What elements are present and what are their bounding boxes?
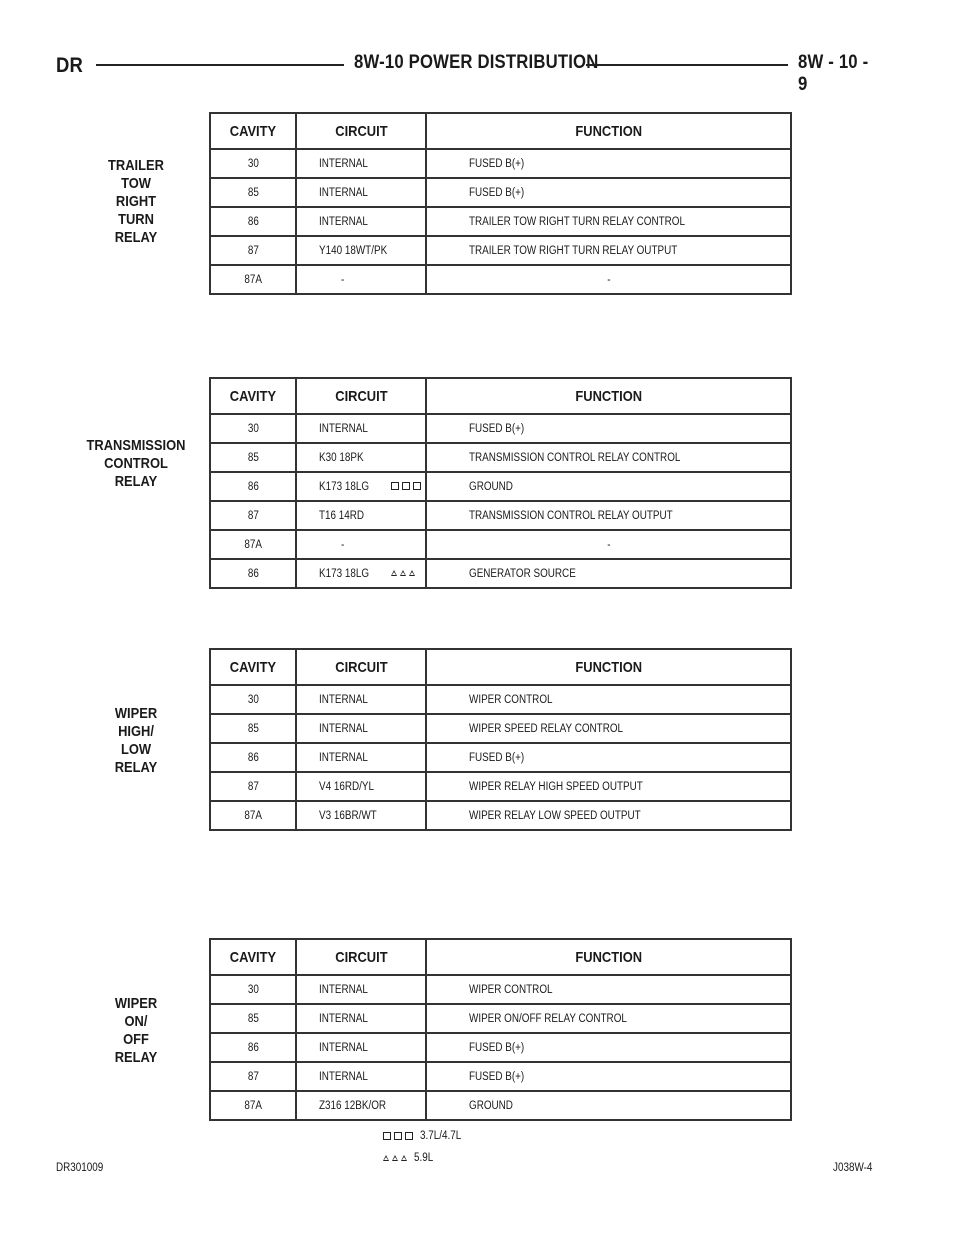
function-cell: FUSED B(+) <box>426 1062 791 1091</box>
function-cell: TRAILER TOW RIGHT TURN RELAY OUTPUT <box>426 236 791 265</box>
circuit-cell: INTERNAL <box>296 149 426 178</box>
circuit-cell: Z316 12BK/OR <box>296 1091 426 1120</box>
relay-name-line: TOW <box>121 175 151 192</box>
circuit-cell: K173 18LG <box>296 559 426 588</box>
function-cell: WIPER CONTROL <box>426 975 791 1004</box>
legend-label: 5.9L <box>414 1152 434 1165</box>
table-row <box>210 1033 791 1062</box>
function-cell: GROUND <box>469 1099 513 1112</box>
cavity-cell: 30 <box>210 149 296 178</box>
page-title: 8W-10 POWER DISTRIBUTION <box>354 52 599 73</box>
function-cell: WIPER RELAY LOW SPEED OUTPUT <box>469 809 641 822</box>
circuit-cell: - <box>296 530 426 559</box>
relay-name-line: ON/ <box>124 1013 148 1030</box>
function-cell: FUSED B(+) <box>426 178 791 207</box>
circuit-cell: INTERNAL <box>296 1033 426 1062</box>
relay-name-line: RELAY <box>114 759 158 776</box>
table-header-row <box>210 649 791 685</box>
cavity-cell: 87 <box>210 772 296 801</box>
table-row <box>210 149 791 178</box>
relay-name-line: OFF <box>123 1031 149 1048</box>
cavity-cell: 87 <box>210 501 296 530</box>
circuit-cell: INTERNAL <box>296 685 426 714</box>
circuit-cell: INTERNAL <box>296 714 426 743</box>
function-header: FUNCTION <box>426 939 791 975</box>
table-row <box>210 559 791 588</box>
cavity-cell: 85 <box>210 1004 296 1033</box>
table-row <box>210 1091 791 1120</box>
function-cell: FUSED B(+) <box>426 1033 791 1062</box>
cavity-cell: 86 <box>210 472 296 501</box>
relay-name-line: WIPER <box>114 705 158 722</box>
table-row <box>210 1062 791 1091</box>
relay-name-line: LOW <box>120 741 152 758</box>
cavity-cell: 87A <box>210 530 296 559</box>
circuit-cell: V3 16BR/WT <box>296 801 426 830</box>
relay-name-line: TURN <box>118 211 154 228</box>
relay-name-line: TRANSMISSION <box>86 437 186 454</box>
circuit-cell: Y140 18WT/PK <box>296 236 426 265</box>
cavity-cell: 85 <box>210 178 296 207</box>
cavity-cell: 86 <box>210 207 296 236</box>
cavity-cell: 86 <box>210 743 296 772</box>
cavity-header: CAVITY <box>210 939 296 975</box>
circuit-cell: V4 16RD/YL <box>296 772 426 801</box>
cavity-cell: 86 <box>210 559 296 588</box>
table-row <box>210 265 791 294</box>
relay-name-line: RELAY <box>114 473 158 490</box>
function-header: FUNCTION <box>426 649 791 685</box>
cavity-cell: 30 <box>210 685 296 714</box>
table-row <box>210 501 791 530</box>
legend-engine-5.9l <box>383 1152 436 1164</box>
cavity-cell: 86 <box>210 1033 296 1062</box>
circuit-header: CIRCUIT <box>296 649 426 685</box>
table-row <box>210 743 791 772</box>
relay-name-line: RELAY <box>114 229 158 246</box>
cavity-cell: 87 <box>210 1062 296 1091</box>
table-row <box>210 1004 791 1033</box>
circuit-cell: INTERNAL <box>296 1004 426 1033</box>
circuit-header: CIRCUIT <box>296 378 426 414</box>
table-row <box>210 975 791 1004</box>
circuit-cell: INTERNAL <box>296 1062 426 1091</box>
cavity-cell: 30 <box>210 414 296 443</box>
header-rule-left <box>96 64 344 66</box>
table-row <box>210 801 791 830</box>
pinout-table <box>209 112 792 295</box>
table-header-row <box>210 113 791 149</box>
function-cell: WIPER ON/OFF RELAY CONTROL <box>426 1004 791 1033</box>
function-cell: - <box>606 273 611 286</box>
table-row <box>210 685 791 714</box>
figure-id-right: J038W-4 <box>833 1162 873 1174</box>
pinout-table <box>209 648 792 831</box>
table-row <box>210 772 791 801</box>
function-cell: TRANSMISSION CONTROL RELAY CONTROL <box>426 443 791 472</box>
engine-5.9l-marker <box>391 567 418 579</box>
cavity-header: CAVITY <box>210 378 296 414</box>
function-cell: FUSED B(+) <box>426 743 791 772</box>
pinout-table <box>209 377 792 589</box>
relay-name-line: CONTROL <box>104 455 168 472</box>
page-header <box>56 52 878 95</box>
cavity-cell: 87 <box>210 236 296 265</box>
circuit-cell: - <box>296 265 426 294</box>
cavity-cell: 87A <box>210 1091 296 1120</box>
triangle-marker-icon <box>383 1152 410 1164</box>
function-cell: FUSED B(+) <box>426 149 791 178</box>
model-code: DR <box>56 54 84 77</box>
table-row <box>210 236 791 265</box>
table-row <box>210 714 791 743</box>
cavity-cell: 85 <box>210 714 296 743</box>
table-row <box>210 414 791 443</box>
circuit-cell: K173 18LG <box>296 472 426 501</box>
figure-id-left: DR301009 <box>56 1162 104 1174</box>
function-cell: WIPER CONTROL <box>426 685 791 714</box>
table-row <box>210 443 791 472</box>
function-cell: GENERATOR SOURCE <box>469 567 576 580</box>
header-rule-right <box>586 64 788 66</box>
circuit-header: CIRCUIT <box>296 939 426 975</box>
function-header: FUNCTION <box>426 378 791 414</box>
function-cell: FUSED B(+) <box>426 414 791 443</box>
function-cell: WIPER SPEED RELAY CONTROL <box>426 714 791 743</box>
relay-name <box>86 437 186 491</box>
circuit-cell: INTERNAL <box>296 743 426 772</box>
circuit-header: CIRCUIT <box>296 113 426 149</box>
cavity-cell: 87A <box>210 265 296 294</box>
legend-engine-3.7l-4.7l <box>383 1130 468 1142</box>
relay-name <box>102 995 171 1067</box>
cavity-cell: 30 <box>210 975 296 1004</box>
table-header-row <box>210 378 791 414</box>
square-marker-icon <box>383 1130 416 1142</box>
table-row <box>210 472 791 501</box>
function-cell: TRANSMISSION CONTROL RELAY OUTPUT <box>426 501 791 530</box>
relay-name-line: HIGH/ <box>118 723 154 740</box>
engine-3.7l-4.7l-marker <box>391 480 424 492</box>
circuit-cell: INTERNAL <box>296 207 426 236</box>
cavity-cell: 85 <box>210 443 296 472</box>
relay-name-line: WIPER <box>114 995 158 1012</box>
circuit-cell: INTERNAL <box>296 178 426 207</box>
pinout-table <box>209 938 792 1121</box>
function-cell: - <box>426 530 791 559</box>
circuit-cell: K30 18PK <box>296 443 426 472</box>
table-row <box>210 530 791 559</box>
relay-name-line: RELAY <box>114 1049 158 1066</box>
relay-name-line: RIGHT <box>115 193 157 210</box>
circuit-cell: T16 14RD <box>296 501 426 530</box>
table-header-row <box>210 939 791 975</box>
function-cell: TRAILER TOW RIGHT TURN RELAY CONTROL <box>426 207 791 236</box>
table-row <box>210 207 791 236</box>
cavity-header: CAVITY <box>210 649 296 685</box>
circuit-cell: INTERNAL <box>296 414 426 443</box>
page-number: 8W - 10 - 9 <box>798 52 869 95</box>
cavity-header: CAVITY <box>210 113 296 149</box>
cavity-cell: 87A <box>210 801 296 830</box>
table-row <box>210 178 791 207</box>
circuit-cell: INTERNAL <box>296 975 426 1004</box>
legend-label: 3.7L/4.7L <box>420 1130 462 1143</box>
relay-name <box>102 157 171 247</box>
function-header: FUNCTION <box>426 113 791 149</box>
function-cell: WIPER RELAY HIGH SPEED OUTPUT <box>426 772 791 801</box>
function-cell: GROUND <box>426 472 791 501</box>
relay-name-line: TRAILER <box>108 157 164 174</box>
relay-name <box>102 705 171 777</box>
